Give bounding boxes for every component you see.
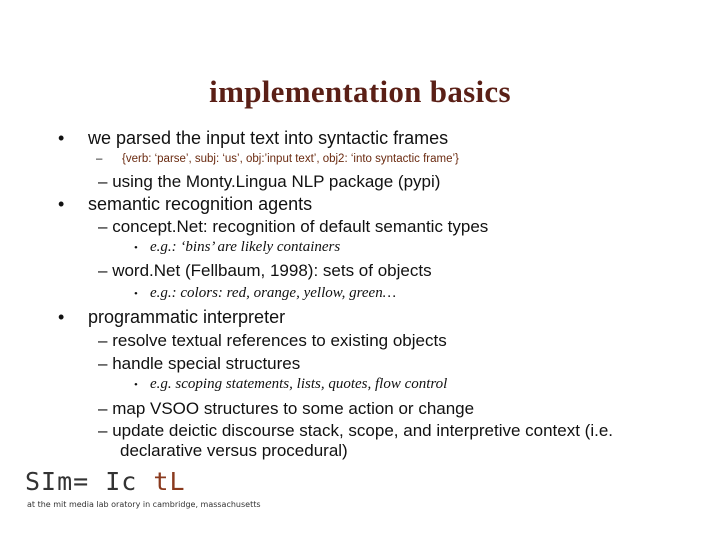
sub-bullet-deictic-stack <box>98 421 613 441</box>
dash-marker: – <box>98 261 108 280</box>
sub-bullet-map-vsoo <box>98 399 474 419</box>
logo-caption: at the mit media lab oratory in cambridge, massachusetts <box>27 500 261 509</box>
slide-title: implementation basics <box>209 74 511 109</box>
logo-accent: tL <box>153 467 186 496</box>
dash-marker: – <box>96 153 103 165</box>
sub-bullet-wordnet <box>98 261 432 281</box>
logo-text: SIm= Ic <box>25 467 138 496</box>
sub-bullet-text: map VSOO structures to some action or change <box>112 399 475 418</box>
bullet-marker: • <box>58 128 65 148</box>
dash-marker: – <box>98 399 108 418</box>
bullet-marker: • <box>134 288 138 300</box>
bullet-text: semantic recognition agents <box>88 194 313 214</box>
dash-marker: – <box>98 172 108 191</box>
bullet-parsed-frames <box>58 128 449 149</box>
dash-marker: – <box>98 217 108 236</box>
bullet-interpreter <box>58 307 286 328</box>
bullet-marker: • <box>58 194 65 214</box>
dash-marker: – <box>98 421 108 440</box>
sub-bullet-text: word.Net (Fellbaum, 1998): sets of objects <box>112 261 432 280</box>
example-bins <box>134 239 341 256</box>
sub-bullet-frame-example <box>96 153 459 165</box>
bullet-marker: • <box>134 379 138 391</box>
bullet-semantic-agents <box>58 194 313 215</box>
sub-bullet-montylingua <box>98 172 440 192</box>
bullet-text: we parsed the input text into syntactic frames <box>88 128 449 148</box>
sub-bullet-conceptnet <box>98 217 488 237</box>
dash-marker: – <box>98 331 108 350</box>
lab-logo <box>25 467 186 496</box>
dash-marker: – <box>98 354 108 373</box>
example-text: e.g.: colors: red, orange, yellow, green… <box>150 285 397 301</box>
sub-bullet-text: handle special structures <box>112 354 301 373</box>
sub-bullet-text: resolve textual references to existing objects <box>112 331 447 350</box>
example-text: e.g.: ‘bins’ are likely containers <box>150 239 341 255</box>
continuation-text: declarative versus procedural) <box>120 441 348 460</box>
sub-bullet-resolve-references <box>98 331 447 351</box>
bullet-marker: • <box>134 242 138 254</box>
example-colors <box>134 285 397 302</box>
example-scoping <box>134 376 448 393</box>
bullet-marker: • <box>58 307 65 327</box>
sub-bullet-special-structures <box>98 354 300 374</box>
bullet-text: programmatic interpreter <box>88 307 286 327</box>
example-text: e.g. scoping statements, lists, quotes, flow control <box>150 376 448 392</box>
sub-bullet-deictic-continuation <box>120 441 348 461</box>
sub-bullet-text: update deictic discourse stack, scope, and interpretive context (i.e. <box>112 421 614 440</box>
sub-bullet-text: concept.Net: recognition of default semantic types <box>112 217 489 236</box>
sub-bullet-text: using the Monty.Lingua NLP package (pypi) <box>112 172 441 191</box>
sub-bullet-text: {verb: ‘parse’, subj: ‘us’, obj:’input text’, obj2: ‘into syntactic frame’} <box>122 153 459 165</box>
